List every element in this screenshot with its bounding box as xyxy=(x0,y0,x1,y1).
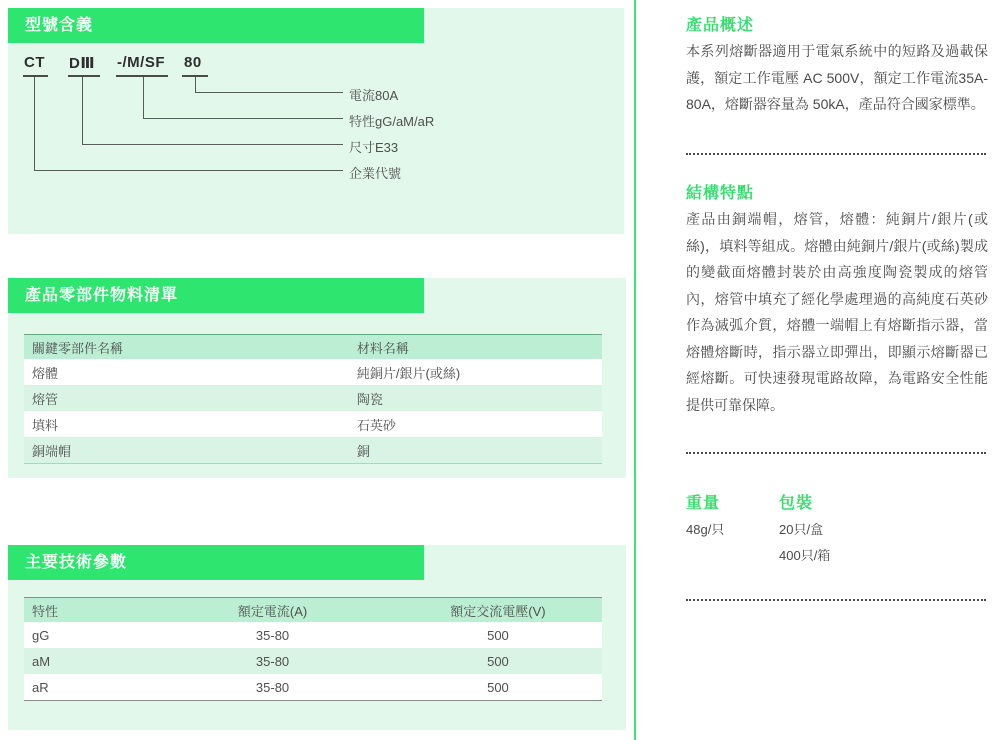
table-row xyxy=(24,622,602,648)
cell-material: 石英砂 xyxy=(356,417,396,433)
connector-company-v xyxy=(34,77,35,170)
cell-material: 銅 xyxy=(356,443,370,459)
table-row xyxy=(24,411,602,437)
connector-size-v xyxy=(82,77,83,144)
connector-current-h xyxy=(195,92,343,93)
table-row xyxy=(24,385,602,411)
tech-params-table xyxy=(24,597,602,701)
section-title-parts-list: 產品零部件物料清單 xyxy=(8,278,424,313)
tech-table-header xyxy=(24,598,602,622)
cell-voltage: 500 xyxy=(487,653,509,669)
packaging-value-box: 20只/盒 xyxy=(779,522,824,537)
connector-current-v xyxy=(195,77,196,92)
cell-current: 35-80 xyxy=(255,627,290,643)
parts-table-header xyxy=(24,335,602,359)
cell-part: 填料 xyxy=(32,417,59,433)
cell-part: 熔體 xyxy=(32,365,59,381)
weight-heading: 重量 xyxy=(686,495,721,512)
connector-type-h xyxy=(143,118,343,119)
connector-company-h xyxy=(34,170,343,171)
tech-header-rated-current: 額定電流(A) xyxy=(237,603,308,619)
model-code-type: -/M/SF xyxy=(117,54,165,71)
label-company: 企業代號 xyxy=(349,166,402,181)
weight-value: 48g/只 xyxy=(686,522,725,537)
features-heading: 結構特點 xyxy=(686,185,755,202)
model-code-current: 80 xyxy=(184,54,202,71)
dotted-divider xyxy=(686,599,986,601)
section-title-model-meaning: 型號含義 xyxy=(8,8,424,43)
table-row xyxy=(24,648,602,674)
cell-characteristic: gG xyxy=(32,627,50,643)
packaging-heading: 包裝 xyxy=(779,495,814,512)
table-row xyxy=(24,674,602,700)
cell-current: 35-80 xyxy=(255,679,290,695)
cell-current: 35-80 xyxy=(255,653,290,669)
parts-table xyxy=(24,334,602,464)
label-type: 特性gG/aM/aR xyxy=(349,114,435,129)
section-tech-params xyxy=(8,545,626,730)
cell-characteristic: aR xyxy=(32,679,49,695)
features-paragraph: 產品由銅端帽，熔管，熔體：純銅片/銀片(或絲)，填料等組成。熔體由純銅片/銀片(或絲)製成的變截面熔體封裝於由高強度陶瓷製成的熔管內，熔管中填充了經化學處理過的高純度石英砂作為滅弧介質，熔體一端帽上有熔斷指示器，當熔體熔斷時，指示器立即彈出，即顯示熔斷器已經熔斷。可快速發現電路故障，為電路安全性能提供可靠保障。 xyxy=(686,211,988,413)
overview-heading: 產品概述 xyxy=(686,17,755,34)
connector-type-v xyxy=(143,77,144,118)
section-title-tech-params: 主要技術參數 xyxy=(8,545,424,580)
table-row xyxy=(24,437,602,463)
cell-part: 銅端帽 xyxy=(32,443,72,459)
underline-type xyxy=(116,75,168,77)
parts-header-name: 關鍵零部件名稱 xyxy=(32,340,124,356)
cell-voltage: 500 xyxy=(487,627,509,643)
connector-size-h xyxy=(82,144,343,145)
label-current: 電流80A xyxy=(349,88,399,103)
dotted-divider xyxy=(686,452,986,454)
cell-material: 純銅片/銀片(或絲) xyxy=(356,365,461,381)
packaging-value-carton: 400只/箱 xyxy=(779,548,831,563)
cell-material: 陶瓷 xyxy=(356,391,383,407)
overview-paragraph: 本系列熔斷器適用于電氣系統中的短路及過載保護，額定工作電壓 AC 500V，額定工作電流35A-80A，熔斷器容量為 50kA，產品符合國家標準。 xyxy=(686,43,988,112)
dotted-divider xyxy=(686,153,986,155)
table-row xyxy=(24,359,602,385)
underline-size xyxy=(68,75,100,77)
cell-characteristic: aM xyxy=(32,653,51,669)
cell-part: 熔管 xyxy=(32,391,59,407)
cell-voltage: 500 xyxy=(487,679,509,695)
tech-header-characteristic: 特性 xyxy=(32,603,59,619)
model-code-company: CT xyxy=(24,54,45,71)
section-parts-list xyxy=(8,278,626,478)
tech-header-rated-voltage: 額定交流電壓(V) xyxy=(450,603,546,619)
underline-company xyxy=(23,75,48,77)
parts-header-material: 材料名稱 xyxy=(356,340,409,356)
model-code-size: DⅢ xyxy=(69,55,96,72)
label-size: 尺寸E33 xyxy=(349,140,399,155)
section-model-meaning xyxy=(8,8,624,234)
vertical-divider xyxy=(634,0,636,740)
